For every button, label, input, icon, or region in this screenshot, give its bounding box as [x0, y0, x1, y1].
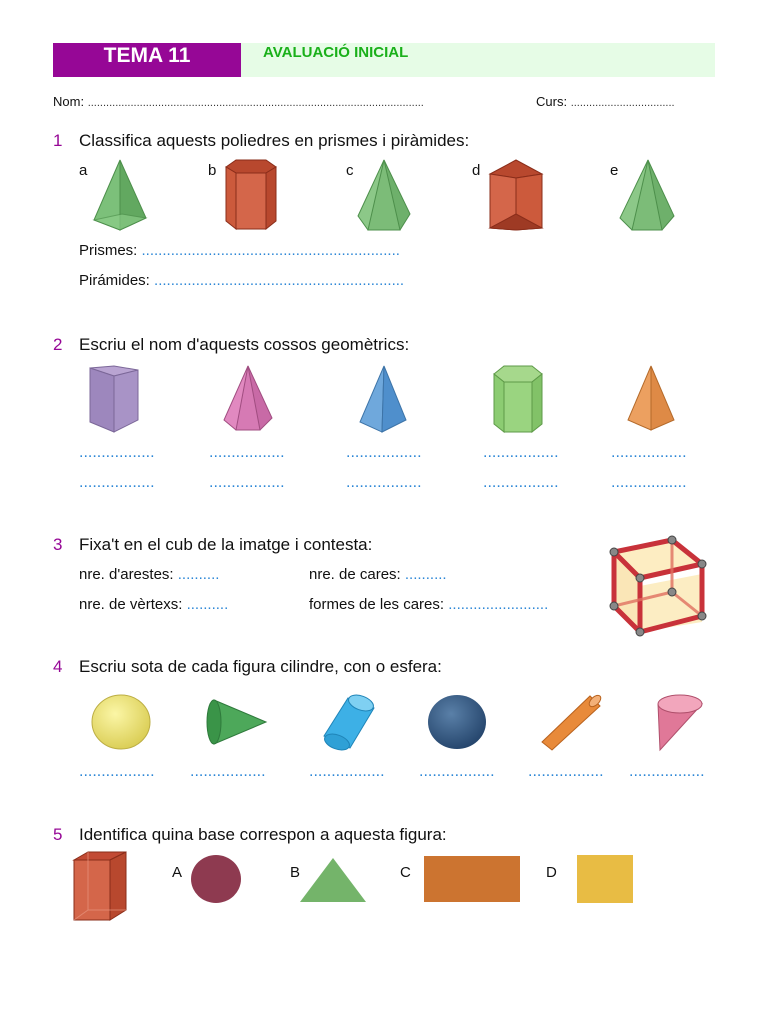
red-square-prism-figure [72, 850, 128, 922]
cube-frame-figure [606, 534, 714, 642]
q2-number: 2 [53, 335, 63, 354]
option-b-label: B [290, 864, 301, 881]
q3-number: 3 [53, 535, 63, 554]
green-triangular-pyramid-figure [92, 158, 148, 232]
piramides-label: Pirámides: [79, 272, 150, 289]
curs-label: Curs: [536, 94, 568, 109]
q4-answer-1[interactable]: ................. [79, 763, 155, 780]
q4-answer-6[interactable]: ................. [629, 763, 705, 780]
curs-field[interactable]: .................................. [570, 97, 675, 109]
q2-answer-5a[interactable]: ................. [611, 444, 687, 461]
q3-text: Fixa't en el cub de la imatge i contesta: [79, 535, 373, 554]
purple-prism-figure [88, 364, 140, 434]
cares-field[interactable]: .......... [404, 566, 447, 583]
prismes-answer-field[interactable]: .............................................................. [141, 242, 400, 259]
triangle-base-option[interactable] [298, 856, 368, 904]
blue-cylinder-figure [320, 692, 376, 752]
q2-answer-5b[interactable]: ................. [611, 474, 687, 491]
q2-answer-3a[interactable]: ................. [346, 444, 422, 461]
page-title: AVALUACIÓ INICIAL [263, 44, 409, 61]
prismes-label: Prismes: [79, 242, 138, 259]
nom-line [53, 94, 424, 109]
piramides-answer-field[interactable]: ............................................................ [154, 272, 405, 289]
q4-number: 4 [53, 657, 63, 676]
q4-answer-2[interactable]: ................. [190, 763, 266, 780]
q4-answer-5[interactable]: ................. [528, 763, 604, 780]
q2-answer-4b[interactable]: ................. [483, 474, 559, 491]
circle-base-option[interactable] [190, 854, 242, 904]
pink-cone-figure [652, 690, 706, 752]
red-hexagonal-prism-figure [224, 159, 278, 231]
q5-text: Identifica quina base correspon a aquesta figura: [79, 825, 447, 844]
q4-text: Escriu sota de cada figura cilindre, con o esfera: [79, 657, 442, 676]
green-prism-figure [492, 364, 544, 434]
green-hexagonal-pyramid-figure [618, 158, 676, 232]
q1-letter-c: c [346, 162, 354, 179]
option-a-label: A [172, 864, 183, 881]
arestes-label: nre. d'arestes: [79, 566, 174, 583]
green-cone-figure [204, 696, 268, 748]
formes-field[interactable]: ........................ [448, 596, 549, 613]
tema-badge [53, 43, 241, 77]
arestes-line [79, 566, 219, 583]
q2-answer-1a[interactable]: ................. [79, 444, 155, 461]
q2-answer-2a[interactable]: ................. [209, 444, 285, 461]
q2-text: Escriu el nom d'aquests cossos geomètrics: [79, 335, 410, 354]
q2-answer-4a[interactable]: ................. [483, 444, 559, 461]
q1-number: 1 [53, 131, 63, 150]
option-c-label: C [400, 864, 411, 881]
option-d-label: D [546, 864, 557, 881]
arestes-field[interactable]: .......... [177, 566, 220, 583]
q1-letter-b: b [208, 162, 217, 179]
cares-label: nre. de cares: [309, 566, 401, 583]
q1-text: Classifica aquests poliedres en prismes i piràmides: [79, 131, 470, 150]
tema-label: TEMA 11 [103, 44, 191, 67]
vertexs-label: nre. de vèrtexs: [79, 596, 183, 613]
q2-answer-3b[interactable]: ................. [346, 474, 422, 491]
q4-answer-4[interactable]: ................. [419, 763, 495, 780]
pink-pyramid-figure [222, 364, 274, 432]
orange-cylinder-figure [538, 690, 604, 752]
nom-label: Nom: [53, 94, 85, 109]
yellow-sphere-figure [90, 693, 152, 751]
vertexs-line [79, 596, 228, 613]
q4-answer-3[interactable]: ................. [309, 763, 385, 780]
piramides-line [79, 272, 404, 289]
title-banner [241, 43, 715, 77]
nom-field[interactable]: .............................................................................................................. [87, 97, 424, 109]
prismes-line [79, 242, 400, 259]
blue-pyramid-figure [358, 364, 408, 434]
square-base-option[interactable] [577, 855, 633, 903]
q2-answer-1b[interactable]: ................. [79, 474, 155, 491]
rectangle-base-option[interactable] [424, 856, 520, 902]
orange-pyramid-figure [626, 364, 676, 432]
q1-letter-d: d [472, 162, 481, 179]
q1-letter-e: e [610, 162, 619, 179]
red-triangular-prism-figure [488, 158, 544, 232]
formes-line [309, 596, 548, 613]
vertexs-field[interactable]: .......... [186, 596, 229, 613]
cares-line [309, 566, 447, 583]
q1-letter-a: a [79, 162, 88, 179]
q5-number: 5 [53, 825, 63, 844]
formes-label: formes de les cares: [309, 596, 445, 613]
dark-blue-sphere-figure [426, 693, 488, 751]
curs-line [536, 94, 675, 109]
green-pentagonal-pyramid-figure [356, 158, 412, 232]
q2-answer-2b[interactable]: ................. [209, 474, 285, 491]
